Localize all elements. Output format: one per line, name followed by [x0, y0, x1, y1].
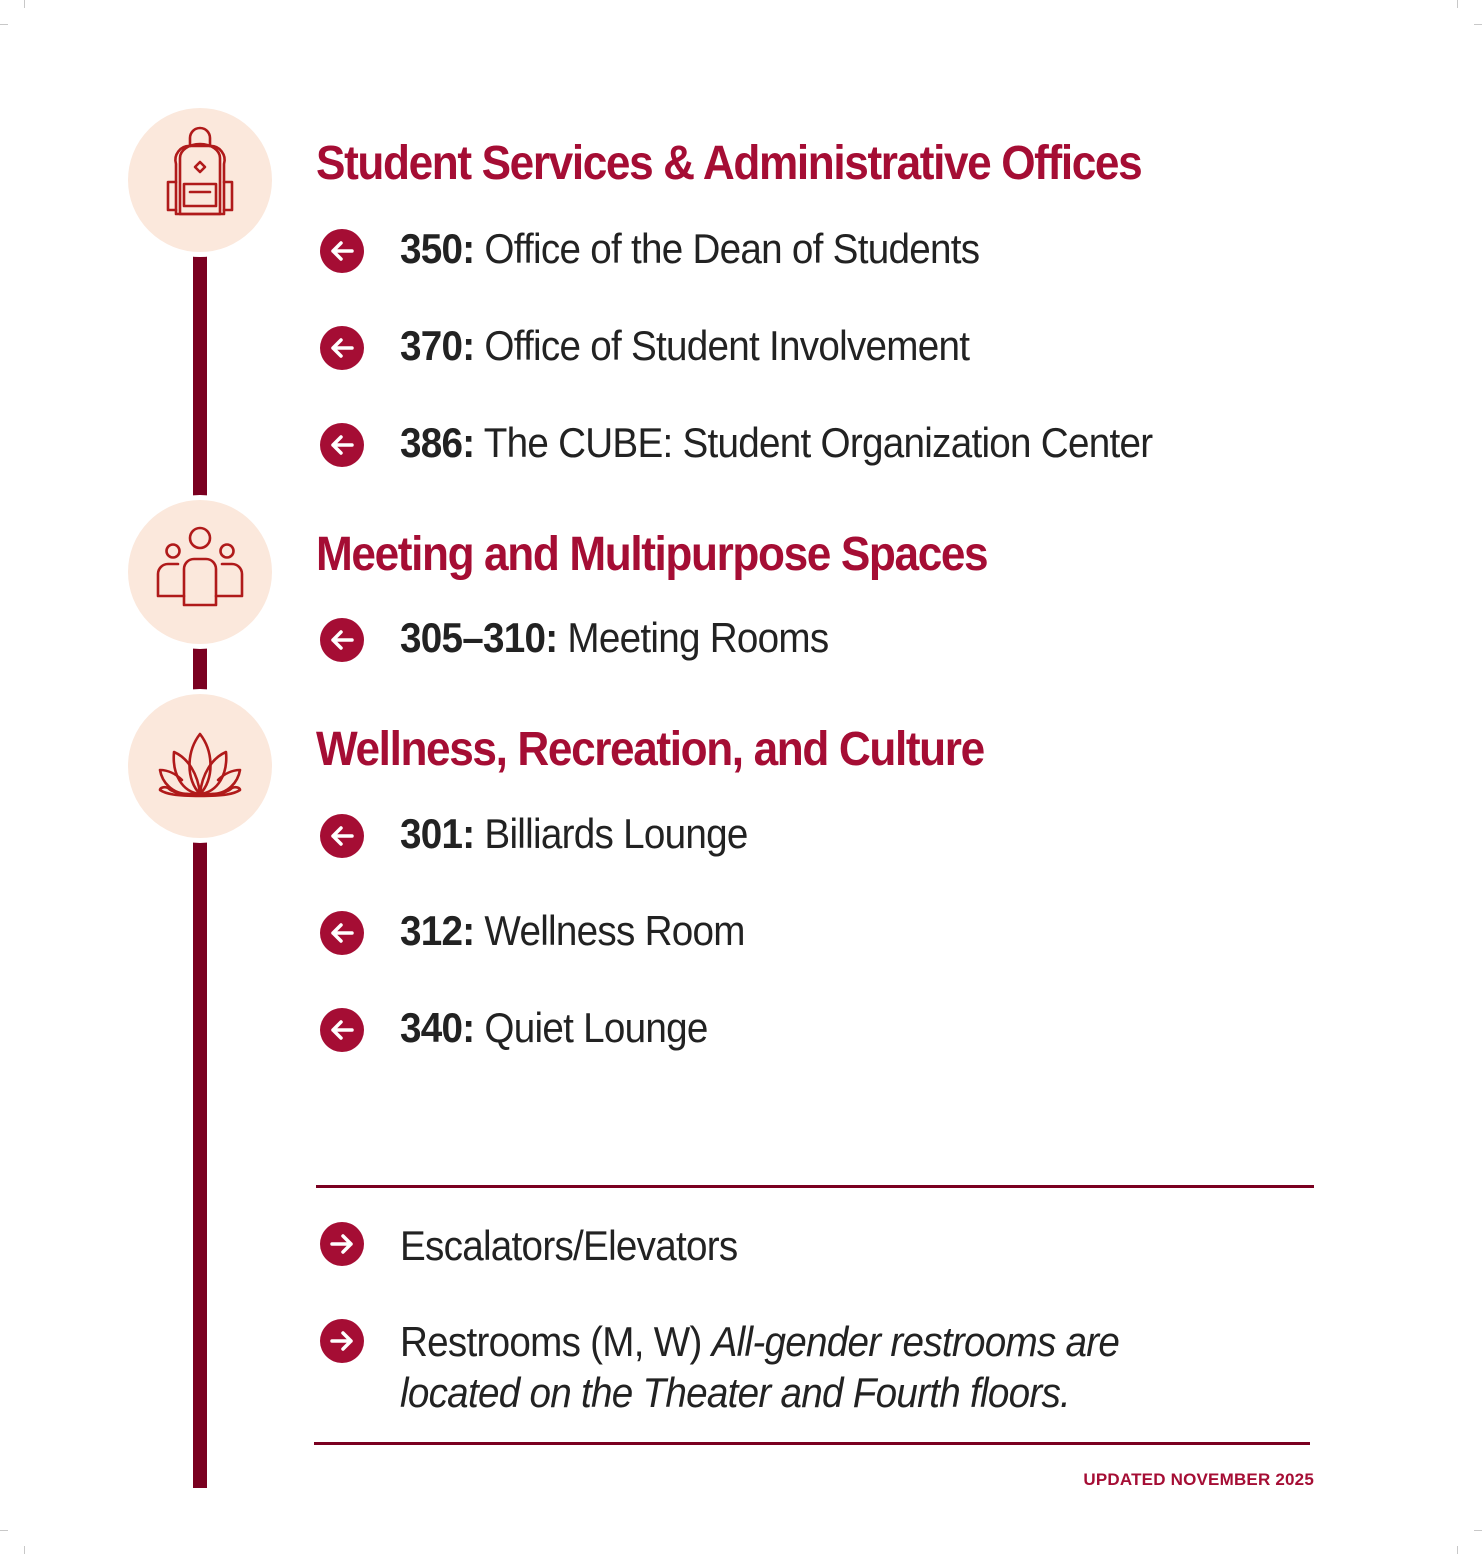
legend-bottom-divider	[314, 1442, 1310, 1445]
room-number: 340:	[400, 1004, 475, 1051]
room-entry	[400, 322, 969, 370]
room-number: 386:	[400, 419, 475, 466]
legend-restrooms-note: located on the Theater and Fourth floors.	[400, 1369, 1071, 1416]
legend-restrooms-label: Restrooms (M, W)	[400, 1318, 702, 1365]
crop-mark	[1474, 1530, 1482, 1531]
room-name: Office of the Dean of Students	[484, 225, 980, 272]
room-number: 312:	[400, 907, 475, 954]
room-entry	[400, 614, 828, 662]
arrow-right-icon	[320, 1222, 364, 1266]
arrow-left-icon	[320, 229, 364, 273]
room-entry	[400, 810, 748, 858]
room-name: Billiards Lounge	[484, 810, 748, 857]
legend-restrooms-note: All-gender restrooms are	[711, 1318, 1120, 1365]
room-entry	[400, 225, 979, 273]
room-number: 350:	[400, 225, 475, 272]
arrow-right-icon	[320, 1319, 364, 1363]
arrow-left-icon	[320, 814, 364, 858]
room-number: 305–310:	[400, 614, 558, 661]
room-name: Quiet Lounge	[484, 1004, 708, 1051]
crop-mark	[0, 1530, 8, 1531]
crop-mark	[1474, 24, 1482, 25]
arrow-left-icon	[320, 1008, 364, 1052]
section-title: Meeting and Multipurpose Spaces	[316, 528, 988, 581]
section-title: Wellness, Recreation, and Culture	[316, 723, 984, 776]
backpack-icon	[123, 103, 277, 257]
room-entry	[400, 907, 745, 955]
crop-mark	[24, 1546, 25, 1554]
room-entry	[400, 1004, 708, 1052]
room-entry	[400, 419, 1152, 467]
updated-date: UPDATED NOVEMBER 2025	[1083, 1470, 1314, 1489]
group-people-icon	[123, 495, 277, 649]
room-name: Office of Student Involvement	[484, 322, 970, 369]
room-name: Wellness Room	[484, 907, 745, 954]
room-number: 370:	[400, 322, 475, 369]
crop-mark	[1457, 1546, 1458, 1554]
section-title: Student Services & Administrative Offices	[316, 137, 1142, 190]
lotus-icon	[123, 689, 277, 843]
arrow-left-icon	[320, 911, 364, 955]
legend-restrooms-text	[400, 1316, 1283, 1418]
room-name: The CUBE: Student Organization Center	[483, 419, 1153, 466]
legend-top-divider	[316, 1185, 1314, 1188]
legend-escalators-label: Escalators/Elevators	[400, 1222, 738, 1269]
arrow-left-icon	[320, 423, 364, 467]
arrow-left-icon	[320, 326, 364, 370]
crop-mark	[24, 0, 25, 8]
room-number: 301:	[400, 810, 475, 857]
crop-mark	[1457, 0, 1458, 8]
room-name: Meeting Rooms	[567, 614, 829, 661]
arrow-left-icon	[320, 618, 364, 662]
crop-mark	[0, 24, 8, 25]
